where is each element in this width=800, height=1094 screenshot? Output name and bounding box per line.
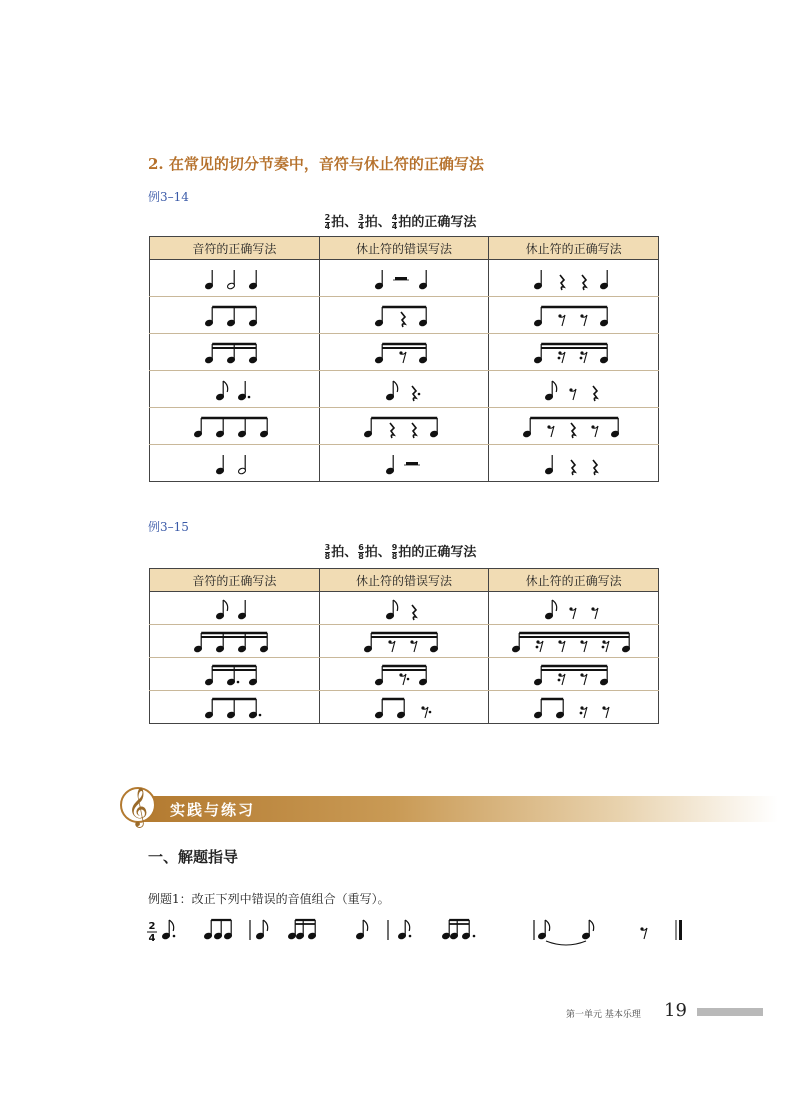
beat-fraction xyxy=(358,214,364,231)
rhythm-symbol xyxy=(421,706,431,718)
table-row xyxy=(150,408,659,445)
rhythm-symbol xyxy=(419,666,428,686)
table-cell xyxy=(319,592,489,625)
section-title: 2. 在常见的切分节奏中，音符与休止符的正确写法 xyxy=(148,155,484,173)
table-cell xyxy=(489,334,659,371)
rhythm-symbol xyxy=(216,600,225,620)
rhythm-symbol xyxy=(555,699,564,719)
rhythm-symbol xyxy=(580,314,587,326)
sub-heading: 一、解题指导 xyxy=(148,848,239,866)
rhythm-symbol xyxy=(238,455,247,475)
notation-glyphs xyxy=(494,297,654,333)
beat-num: 3 xyxy=(358,213,364,222)
rhythm-symbol xyxy=(216,381,225,401)
rhythm-symbol xyxy=(216,418,225,438)
notation-glyphs xyxy=(154,445,314,481)
rhythm-symbol xyxy=(412,386,420,401)
column-header: 休止符的正确写法 xyxy=(489,237,659,260)
beat-fraction xyxy=(358,544,364,561)
beat-num: 4 xyxy=(391,213,398,222)
rhythm-symbol xyxy=(238,381,251,401)
rhythm-symbol xyxy=(205,666,214,686)
rhythm-symbol xyxy=(308,920,317,940)
rhythm-symbol xyxy=(557,673,564,685)
notation-table-1 xyxy=(149,236,659,482)
rhythm-symbol xyxy=(602,706,609,718)
table-cell xyxy=(150,334,320,371)
column-header: 音符的正确写法 xyxy=(150,569,320,592)
notation-glyphs xyxy=(324,658,484,690)
rhythm-symbol xyxy=(194,633,203,653)
beat-den: 4 xyxy=(391,222,398,231)
table-cell xyxy=(150,297,320,334)
rhythm-symbol xyxy=(296,920,305,940)
table-cell xyxy=(319,260,489,297)
rhythm-symbol xyxy=(412,605,416,620)
example-label-2: 例3–15 xyxy=(148,520,189,534)
notation-glyphs xyxy=(494,408,654,444)
rhythm-symbol xyxy=(593,386,597,401)
rhythm-symbol xyxy=(194,418,203,438)
rhythm-symbol xyxy=(364,418,373,438)
notation-table-2 xyxy=(149,568,659,724)
table-cell xyxy=(489,592,659,625)
rhythm-symbol xyxy=(547,425,554,437)
rhythm-symbol xyxy=(386,381,395,401)
rhythm-symbol xyxy=(582,275,586,290)
rhythm-symbol xyxy=(249,344,258,364)
column-header: 休止符的正确写法 xyxy=(489,569,659,592)
rhythm-symbol xyxy=(569,607,576,619)
table-row xyxy=(150,334,659,371)
table-cell xyxy=(150,691,320,724)
notation-glyphs xyxy=(154,691,314,723)
notation-glyphs xyxy=(154,658,314,690)
rhythm-symbol xyxy=(388,640,395,652)
rhythm-symbol xyxy=(227,344,236,364)
rhythm-symbol xyxy=(544,381,553,401)
notation-glyphs xyxy=(324,625,484,657)
notation-glyphs xyxy=(324,334,484,370)
time-sig-den: 4 xyxy=(148,933,156,944)
table-row xyxy=(150,625,659,658)
example-label-1: 例3–14 xyxy=(148,190,189,204)
rhythm-symbol xyxy=(579,351,586,363)
table-cell xyxy=(150,592,320,625)
table-row xyxy=(150,371,659,408)
practice-banner xyxy=(118,778,778,830)
beat-den: 4 xyxy=(324,222,331,231)
rhythm-symbol xyxy=(375,344,384,364)
table-cell xyxy=(319,297,489,334)
rhythm-symbol xyxy=(599,344,608,364)
rhythm-symbol xyxy=(260,633,269,653)
notation-glyphs xyxy=(154,371,314,407)
column-header: 音符的正确写法 xyxy=(150,237,320,260)
caption-tail: 拍的正确写法 xyxy=(398,215,477,230)
rhythm-symbol xyxy=(571,423,575,438)
caption-sep: 拍、 xyxy=(364,215,391,230)
table-cell xyxy=(319,445,489,482)
rhythm-symbol xyxy=(404,462,420,465)
rhythm-symbol xyxy=(599,270,608,290)
table-cell xyxy=(489,658,659,691)
notation-glyphs xyxy=(324,445,484,481)
notation-glyphs xyxy=(494,691,654,723)
rhythm-symbol xyxy=(538,920,547,940)
beat-den: 4 xyxy=(358,222,364,231)
table-cell xyxy=(489,297,659,334)
rhythm-symbol xyxy=(205,699,214,719)
rhythm-symbol xyxy=(419,307,428,327)
notation-glyphs xyxy=(494,625,654,657)
rhythm-symbol xyxy=(591,425,598,437)
rhythm-symbol xyxy=(412,423,416,438)
table-caption-2 xyxy=(0,541,800,561)
notation-glyphs xyxy=(324,371,484,407)
rhythm-symbol xyxy=(386,455,395,475)
table-cell xyxy=(150,625,320,658)
rhythm-symbol xyxy=(375,699,384,719)
rhythm-symbol xyxy=(390,423,394,438)
beat-den: 8 xyxy=(324,552,331,561)
rhythm-symbol xyxy=(610,418,619,438)
notation-glyphs xyxy=(494,445,654,481)
rhythm-symbol xyxy=(419,270,428,290)
beat-num: 3 xyxy=(324,543,331,552)
rhythm-symbol xyxy=(401,312,405,327)
beat-den: 8 xyxy=(391,552,398,561)
rhythm-symbol xyxy=(227,666,240,686)
rhythm-symbol xyxy=(238,633,247,653)
page-number: 19 xyxy=(664,1000,687,1021)
notation-glyphs xyxy=(154,334,314,370)
notation-glyphs xyxy=(154,592,314,624)
notation-glyphs xyxy=(324,297,484,333)
banner-title: 实践与练习 xyxy=(170,801,256,819)
notation-glyphs xyxy=(324,691,484,723)
rhythm-symbol xyxy=(599,307,608,327)
rhythm-symbol xyxy=(580,640,587,652)
table-row xyxy=(150,445,659,482)
rhythm-symbol xyxy=(386,600,395,620)
rhythm-symbol xyxy=(419,344,428,364)
rhythm-symbol xyxy=(558,640,565,652)
rhythm-symbol xyxy=(430,418,439,438)
rhythm-symbol xyxy=(544,455,553,475)
rhythm-symbol xyxy=(599,666,608,686)
table-cell xyxy=(489,445,659,482)
rhythm-symbol xyxy=(205,307,214,327)
rhythm-symbol xyxy=(214,920,223,940)
rhythm-symbol xyxy=(260,418,269,438)
table-cell xyxy=(319,334,489,371)
column-header: 休止符的错误写法 xyxy=(319,237,489,260)
table-row xyxy=(150,691,659,724)
exercise-text: 例题1：改正下列中错误的音值组合（重写）。 xyxy=(148,892,390,906)
notation-glyphs xyxy=(324,408,484,444)
rhythm-symbol xyxy=(591,607,598,619)
rhythm-symbol xyxy=(560,275,564,290)
table-row xyxy=(150,658,659,691)
rhythm-symbol xyxy=(571,460,575,475)
rhythm-symbol xyxy=(533,270,542,290)
rhythm-symbol xyxy=(249,699,262,719)
rhythm-symbol xyxy=(216,455,225,475)
footer-bar xyxy=(697,1008,763,1016)
table-cell xyxy=(489,260,659,297)
notation-glyphs xyxy=(494,658,654,690)
beat-num: 6 xyxy=(358,543,364,552)
caption-sep: 拍、 xyxy=(364,545,391,560)
table-cell xyxy=(150,260,320,297)
rhythm-symbol xyxy=(238,418,247,438)
rhythm-symbol xyxy=(579,706,586,718)
table-cell xyxy=(489,625,659,658)
rhythm-symbol xyxy=(216,633,225,653)
beat-fraction xyxy=(325,544,331,561)
rhythm-symbol xyxy=(375,307,384,327)
beat-fraction xyxy=(392,544,398,561)
table-cell xyxy=(150,371,320,408)
caption-tail: 拍的正确写法 xyxy=(398,545,477,560)
notation-glyphs xyxy=(494,260,654,296)
notation-glyphs xyxy=(154,408,314,444)
exercise-rhythm xyxy=(146,912,692,948)
table-row xyxy=(150,297,659,334)
rhythm-symbol xyxy=(621,633,630,653)
table-cell xyxy=(319,691,489,724)
notation-glyphs xyxy=(494,371,654,407)
table-cell xyxy=(489,408,659,445)
table-cell xyxy=(150,408,320,445)
rhythm-symbol xyxy=(205,344,214,364)
notation-glyphs xyxy=(494,334,654,370)
footer-unit: 第一单元 基本乐理 xyxy=(566,1010,641,1020)
table-cell xyxy=(319,658,489,691)
rhythm-symbol xyxy=(582,920,591,940)
table-caption-1 xyxy=(0,211,800,231)
caption-sep: 拍、 xyxy=(331,215,358,230)
rhythm-symbol xyxy=(601,640,608,652)
rhythm-symbol xyxy=(450,920,459,940)
rhythm-symbol xyxy=(557,351,564,363)
rhythm-symbol xyxy=(462,920,476,940)
beat-fraction xyxy=(392,214,398,231)
table-row xyxy=(150,260,659,297)
rhythm-symbol xyxy=(522,418,531,438)
rhythm-symbol xyxy=(204,920,213,940)
rhythm-symbol xyxy=(227,699,236,719)
caption-sep: 拍、 xyxy=(331,545,358,560)
rhythm-symbol xyxy=(593,460,597,475)
rhythm-symbol xyxy=(375,270,384,290)
table-cell xyxy=(319,625,489,658)
svg-text:𝄞: 𝄞 xyxy=(127,787,149,827)
notation-glyphs xyxy=(324,592,484,624)
rhythm-symbol xyxy=(544,600,553,620)
table-cell xyxy=(319,408,489,445)
rhythm-symbol xyxy=(430,633,439,653)
rhythm-symbol xyxy=(558,314,565,326)
rhythm-symbol xyxy=(399,351,406,363)
rhythm-symbol xyxy=(249,270,258,290)
rhythm-symbol xyxy=(249,307,258,327)
treble-clef-icon xyxy=(118,778,158,830)
rhythm-symbol xyxy=(238,600,247,620)
beat-den: 8 xyxy=(358,552,364,561)
notation-glyphs xyxy=(494,592,654,624)
rhythm-symbol xyxy=(356,920,365,940)
rhythm-symbol xyxy=(533,344,542,364)
rhythm-symbol xyxy=(249,666,258,686)
beat-num: 2 xyxy=(324,213,331,222)
rhythm-symbol xyxy=(397,699,406,719)
table-cell xyxy=(150,658,320,691)
rhythm-symbol xyxy=(399,673,409,685)
column-header: 休止符的错误写法 xyxy=(319,569,489,592)
rhythm-symbol xyxy=(375,666,384,686)
time-sig-num: 2 xyxy=(148,921,156,932)
rhythm-symbol xyxy=(410,640,417,652)
table-cell xyxy=(489,371,659,408)
notation-glyphs xyxy=(324,260,484,296)
rhythm-symbol xyxy=(227,307,236,327)
rhythm-symbol xyxy=(533,666,542,686)
rhythm-symbol xyxy=(533,307,542,327)
rhythm-symbol xyxy=(205,270,214,290)
rhythm-symbol xyxy=(569,388,576,400)
beat-fraction xyxy=(325,214,331,231)
table-cell xyxy=(319,371,489,408)
rhythm-symbol xyxy=(227,270,236,290)
rhythm-symbol xyxy=(580,673,587,685)
rhythm-symbol xyxy=(256,920,265,940)
notation-glyphs xyxy=(154,297,314,333)
rhythm-symbol xyxy=(224,920,233,940)
rhythm-symbol xyxy=(364,633,373,653)
rhythm-symbol xyxy=(393,277,409,280)
rhythm-symbol xyxy=(442,920,451,940)
rhythm-symbol xyxy=(288,920,297,940)
table-cell xyxy=(489,691,659,724)
rhythm-symbol xyxy=(511,633,520,653)
beat-num: 9 xyxy=(391,543,398,552)
rhythm-symbol xyxy=(533,699,542,719)
rhythm-symbol xyxy=(640,927,647,939)
table-row xyxy=(150,592,659,625)
notation-glyphs xyxy=(154,625,314,657)
notation-glyphs xyxy=(154,260,314,296)
rhythm-symbol xyxy=(535,640,542,652)
table-cell xyxy=(150,445,320,482)
